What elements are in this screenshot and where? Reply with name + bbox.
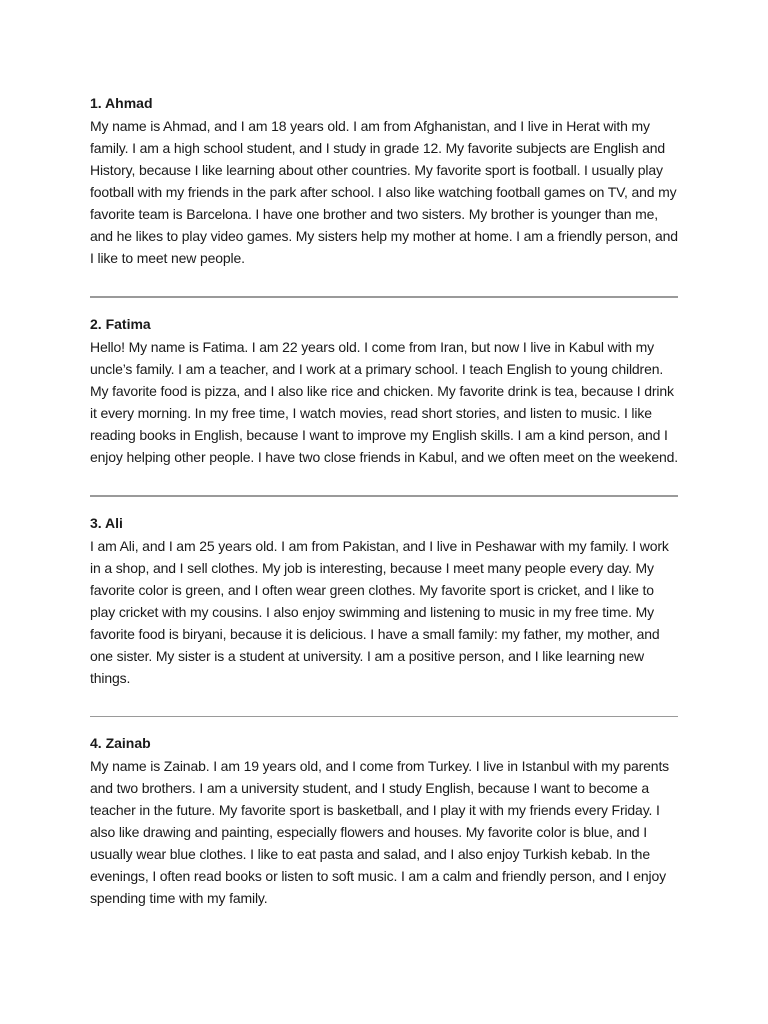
section-paragraph: My name is Ahmad, and I am 18 years old. I am from Afghanistan, and I live in Herat with my family. I am a high school student, and I study in grade 12. My favorite subjects are English and History, because I like learning about other countries. My favorite sport is football. I usually play football with my friends in the park after school. I also like watching football games on TV, and my favorite team is Barcelona. I have one brother and two sisters. My brother is younger than me, and he likes to play video games. My sisters help my mother at home. I am a friendly person, and I like to meet new people. <box>90 118 678 266</box>
profile-section-ahmad <box>90 93 678 269</box>
profile-section-fatima <box>90 314 678 468</box>
section-paragraph: My name is Zainab. I am 19 years old, and I come from Turkey. I live in Istanbul with my parents and two brothers. I am a university student, and I study English, because I want to become a teacher in the future. My favorite sport is basketball, and I play it with my friends every Friday. I also like drawing and painting, especially flowers and houses. My favorite color is blue, and I usually wear blue clothes. I like to eat pasta and salad, and I also enjoy Turkish kebab. In the evenings, I often read books or listen to soft music. I am a calm and friendly person, and I enjoy spending time with my family. <box>90 758 670 906</box>
section-heading: 4. Zainab <box>90 735 151 751</box>
profile-section-ali <box>90 513 678 689</box>
section-paragraph: Hello! My name is Fatima. I am 22 years old. I come from Iran, but now I live in Kabul with my uncle’s family. I am a teacher, and I work at a primary school. I teach English to young children. My favorite food is pizza, and I also like rice and chicken. My favorite drink is tea, because I drink it every morning. In my free time, I watch movies, read short stories, and listen to music. I like reading books in English, because I want to improve my English skills. I am a kind person, and I enjoy helping other people. I have two close friends in Kabul, and we often meet on the weekend. <box>90 339 678 465</box>
section-heading: 1. Ahmad <box>90 95 153 111</box>
section-heading: 3. Ali <box>90 515 123 531</box>
document-page <box>90 93 678 909</box>
section-heading: 2. Fatima <box>90 316 151 332</box>
section-paragraph: I am Ali, and I am 25 years old. I am from Pakistan, and I live in Peshawar with my family. I work in a shop, and I sell clothes. My job is interesting, because I meet many people every day. My favorite color is green, and I often wear green clothes. My favorite sport is cricket, and I like to play cricket with my cousins. I also enjoy swimming and listening to music in my free time. My favorite food is biryani, because it is delicious. I have a small family: my father, my mother, and one sister. My sister is a student at university. I am a positive person, and I like learning new things. <box>90 538 669 686</box>
profile-section-zainab <box>90 733 678 909</box>
